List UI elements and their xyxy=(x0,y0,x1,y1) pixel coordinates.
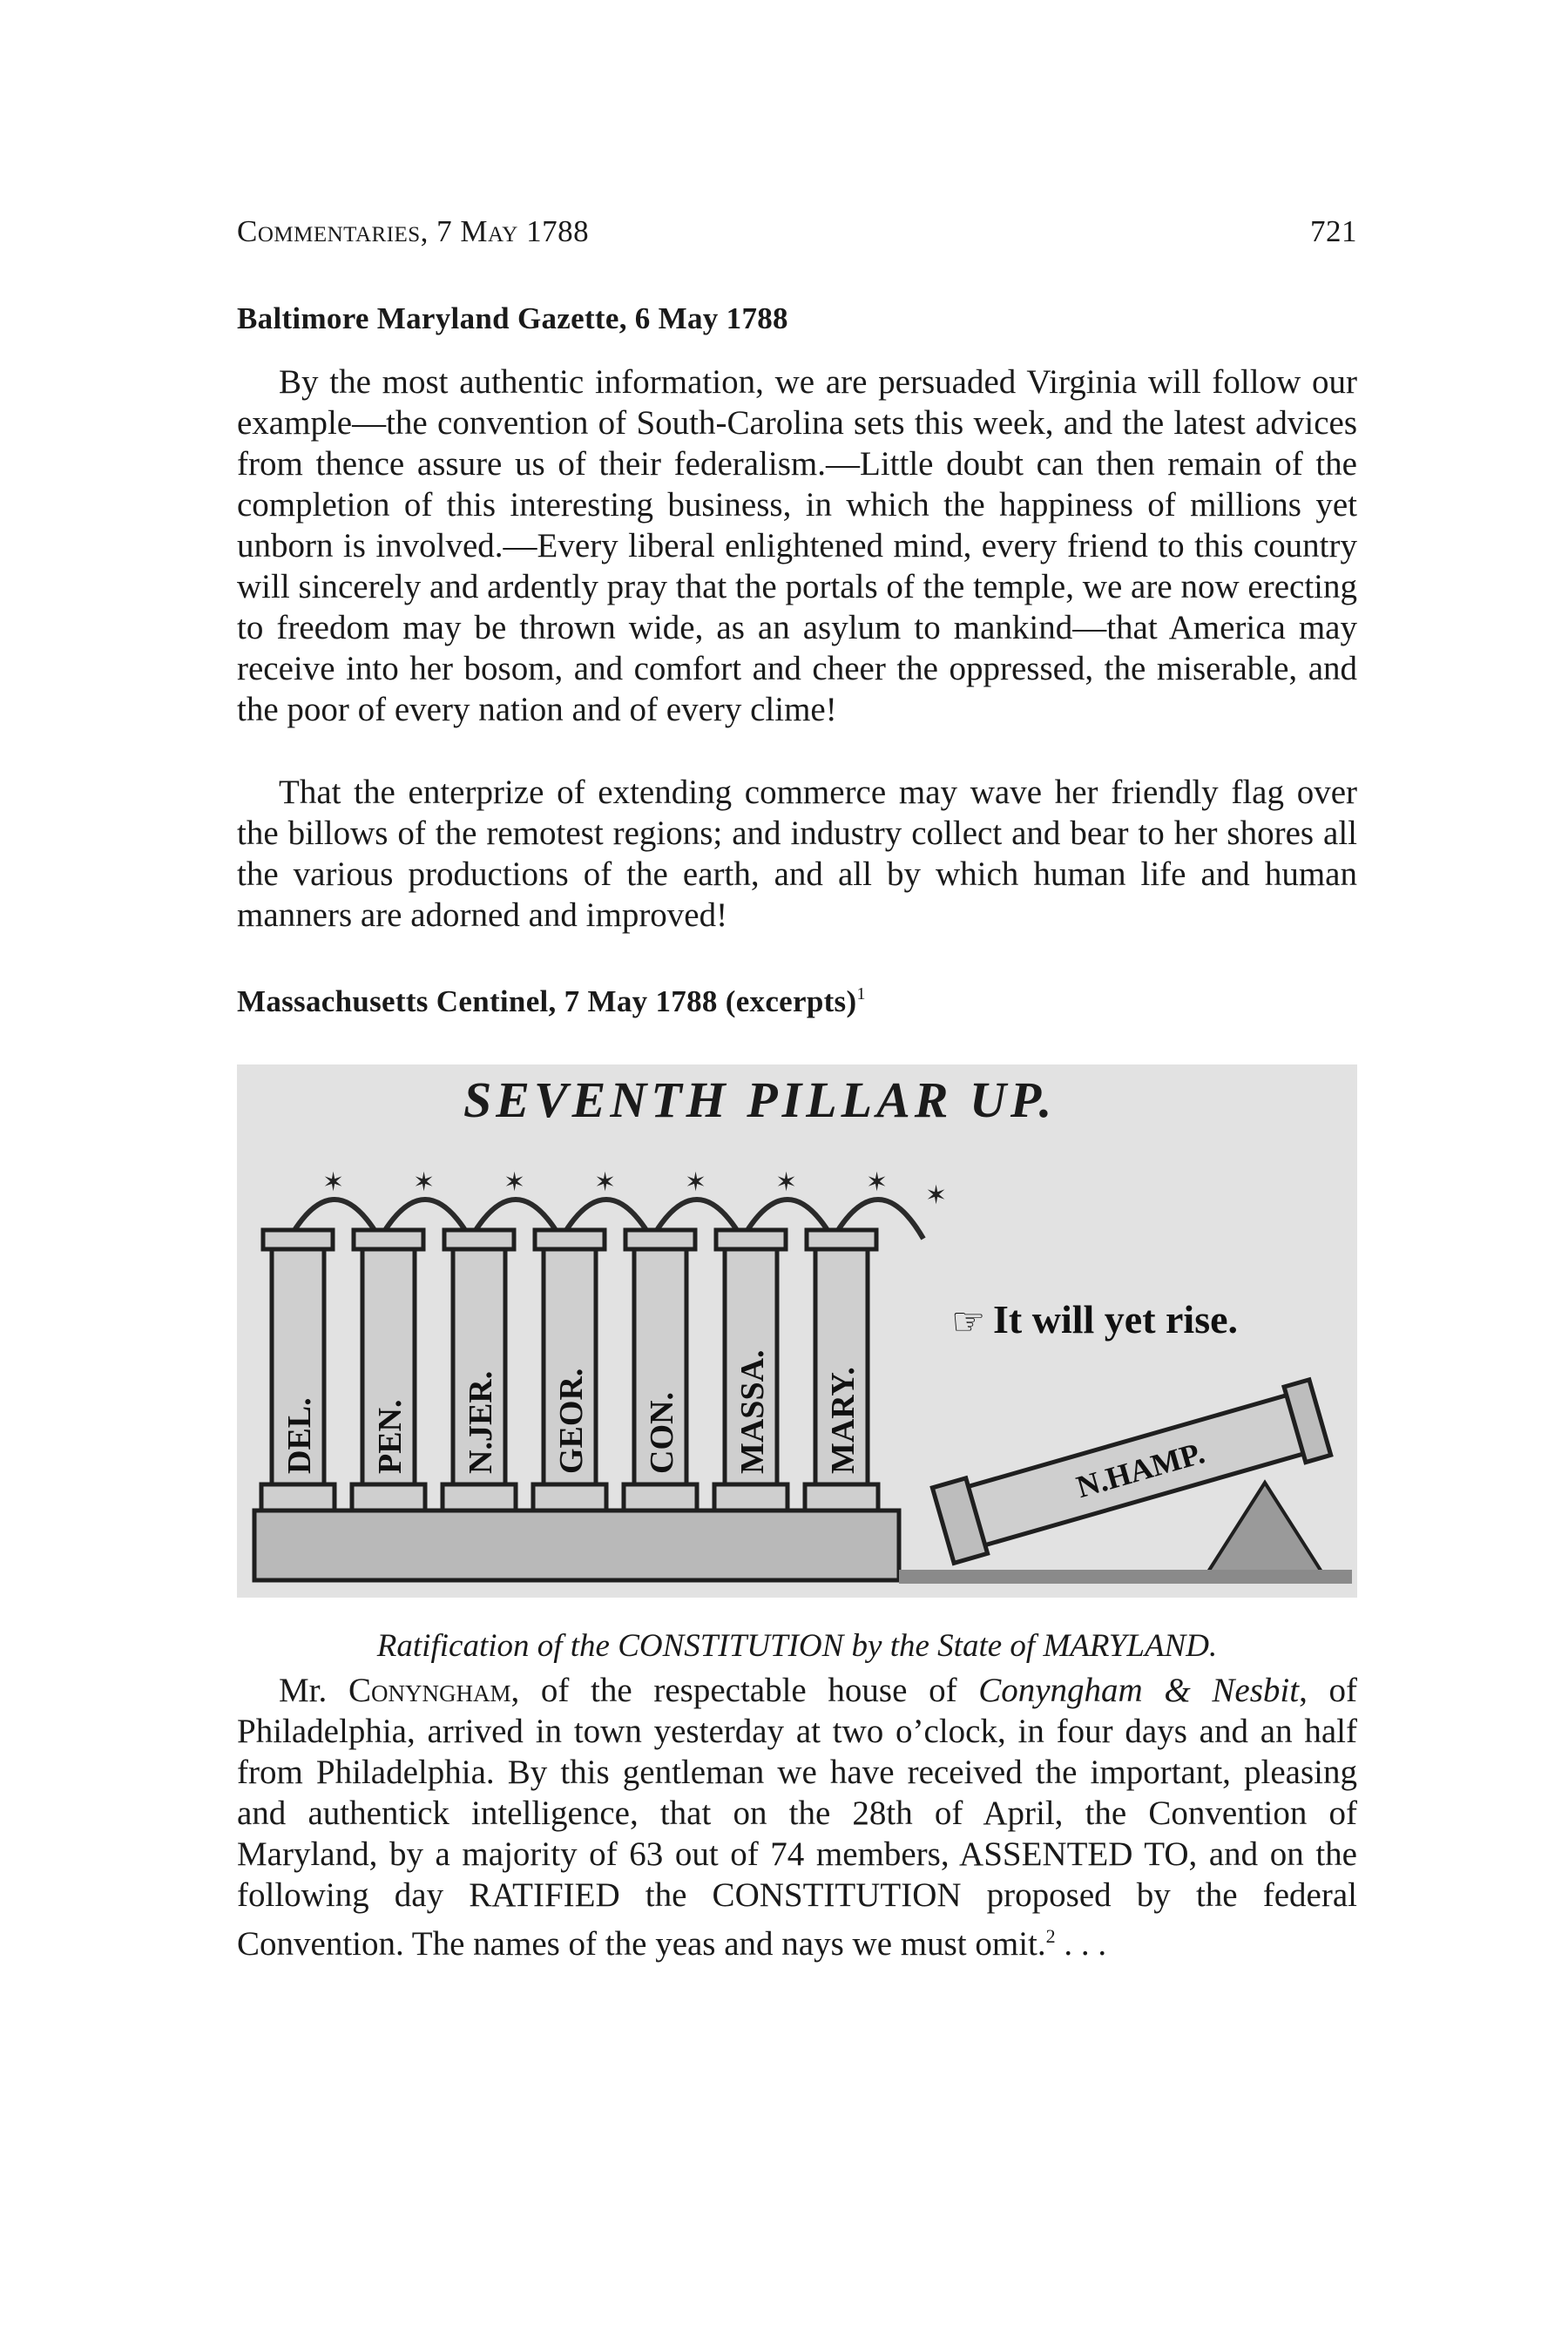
running-head-title: Commentaries, 7 May 1788 xyxy=(237,214,590,248)
svg-text:✶: ✶ xyxy=(504,1167,526,1198)
person-name: Conyngham xyxy=(348,1672,511,1709)
pillar-label-njer: N.JER. xyxy=(463,1370,499,1474)
firm-name: Conyngham & Nesbit xyxy=(978,1672,1300,1709)
fallen-pillar-label: N.HAMP. xyxy=(1072,1435,1209,1505)
svg-text:✶: ✶ xyxy=(925,1180,948,1211)
paragraph-2 xyxy=(237,772,1357,936)
running-head xyxy=(237,214,1357,249)
pillar-label-mary: MARY. xyxy=(825,1367,862,1474)
banner-text: SEVENTH PILLAR UP. xyxy=(463,1071,1057,1128)
mr-prefix: Mr. xyxy=(279,1672,348,1709)
paragraph-1 xyxy=(237,362,1357,730)
svg-text:✶: ✶ xyxy=(413,1167,436,1198)
paragraph-3-text-a: , of the respectable house of xyxy=(510,1672,979,1709)
page-number: 721 xyxy=(1310,214,1357,248)
pillar-label-massa: MASSA. xyxy=(734,1349,771,1474)
pillar-label-geor: GEOR. xyxy=(553,1368,590,1474)
paragraph-3 xyxy=(237,1670,1357,1964)
star-icons xyxy=(322,1167,947,1211)
footnote-ref-1: 1 xyxy=(856,984,866,1004)
svg-text:✶: ✶ xyxy=(775,1167,798,1198)
svg-text:✶: ✶ xyxy=(594,1167,617,1198)
pillar-label-con: CON. xyxy=(644,1392,680,1474)
paragraph-2-text: That the enterprize of extending commerce may wave her friendly flag over the billows of the remotest regions; and industry collect and bear to her shores all the various productions of the earth, and all by which human life and human manners are adorned and improved! xyxy=(237,774,1357,934)
section-heading-centinel xyxy=(237,984,1357,1019)
pillar-label-del: DEL. xyxy=(281,1397,318,1474)
pillar-label-pen: PEN. xyxy=(372,1399,409,1474)
pointer-text: It will yet rise. xyxy=(993,1297,1239,1342)
ellipsis: . . . xyxy=(1055,1925,1107,1963)
section-heading-centinel-text: Massachusetts Centinel, 7 May 1788 (excerpts) xyxy=(237,984,857,1018)
illustration-caption: Ratification of the CONSTITUTION by the State of MARYLAND. xyxy=(376,1628,1218,1664)
pillars xyxy=(254,1230,899,1580)
pointing-hand-icon: ☞ xyxy=(951,1300,986,1344)
woodcut-illustration xyxy=(237,1064,1357,1598)
section-heading-baltimore: Baltimore Maryland Gazette, 6 May 1788 xyxy=(237,301,788,335)
paragraph-1-text: By the most authentic information, we are persuaded Virginia will follow our example—the convention of South-Carolina sets this week, and the latest advices from thence assure us of their federalism.—Little doubt can then remain of the completion of this interesting business, in which the happiness of millions yet unborn is involved.—Every liberal enlightened mind, every friend to this country will sincerely and ardently pray that the portals of the temple, we are now erecting to freedom may be thrown wide, as an asylum to mankind—that America may receive into her bosom, and comfort and cheer the oppressed, the miserable, and the poor of every nation and of every clime! xyxy=(237,363,1357,728)
svg-text:✶: ✶ xyxy=(322,1167,345,1198)
footnote-ref-2: 2 xyxy=(1045,1925,1056,1947)
svg-text:✶: ✶ xyxy=(866,1167,889,1198)
svg-text:✶: ✶ xyxy=(685,1167,707,1198)
paragraph-3-text-b: , of Philadelphia, arrived in town yesterday at two o’clock, in four days and an half from Philadelphia. By this gentleman we have received the important, pleasing and authentick intelligence, that on the 28th of April, the Convention of Maryland, by a majority of 63 out of 74 members, ASSENTED TO, and on the following day RATIFIED the CONSTITUTION proposed by the federal Convention. The names of the yeas and nays we must omit. xyxy=(237,1672,1357,1963)
